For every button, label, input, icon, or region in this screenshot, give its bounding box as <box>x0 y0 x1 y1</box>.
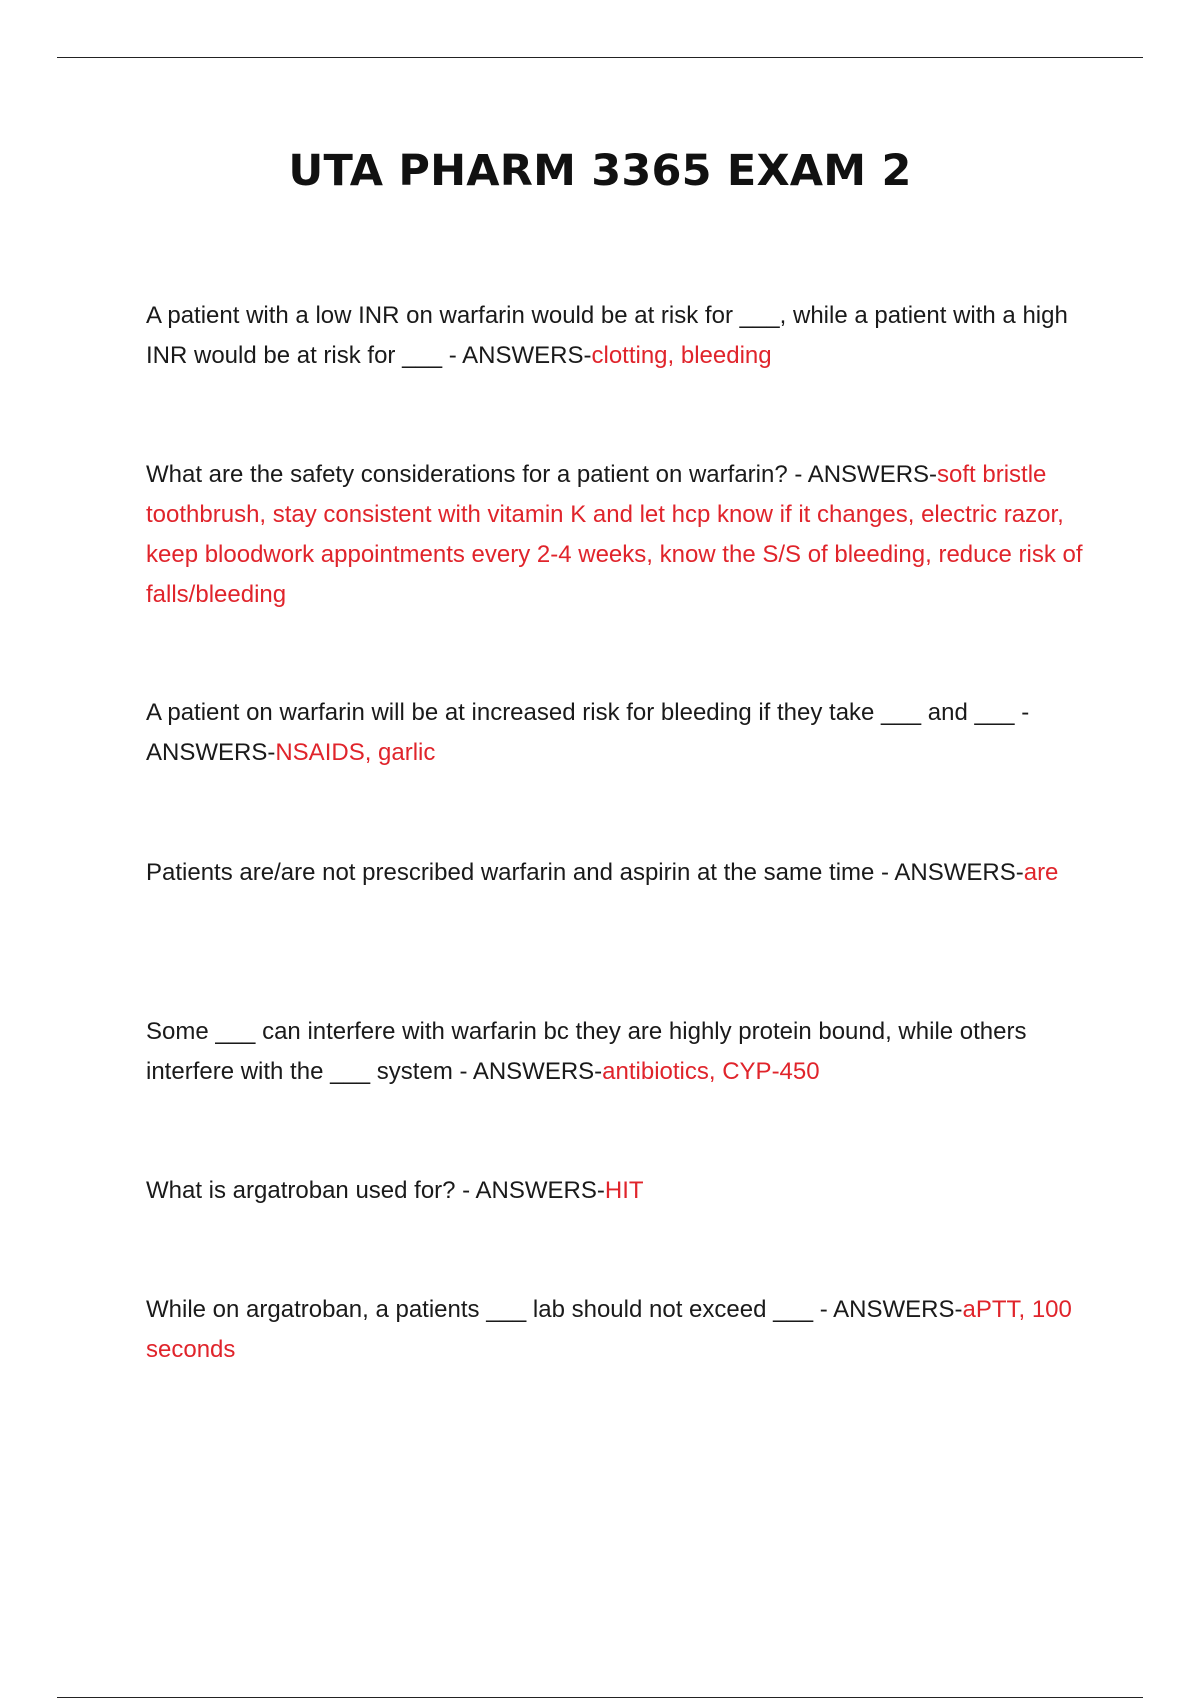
question-text: Some ___ can interfere with warfarin bc they are highly protein bound, while others interfere with the ___ system <box>146 1018 1027 1085</box>
answer-text: NSAIDS, garlic <box>275 739 436 766</box>
answer-text: antibiotics, CYP-450 <box>602 1058 820 1085</box>
answer-separator: - ANSWERS- <box>787 461 938 488</box>
answer-text: soft bristle toothbrush, stay consistent with vitamin K and let hcp know if it changes, electric razor, keep bloodwork appointments every 2-4 weeks, know the S/S of bleeding, reduce risk of falls/bleeding <box>146 461 1083 608</box>
question-text: What is argatroban used for? <box>146 1177 456 1204</box>
question-text: What are the safety considerations for a patient on warfarin? <box>146 461 788 488</box>
answer-text: HIT <box>604 1177 644 1204</box>
qa-item-5 <box>146 1012 1096 1092</box>
answer-text: are <box>1023 859 1059 886</box>
question-text: While on argatroban, a patients ___ lab should not exceed ___ <box>146 1296 814 1323</box>
page-title: UTA PHARM 3365 EXAM 2 <box>288 146 912 196</box>
question-text: A patient with a low INR on warfarin would be at risk for ___, while a patient with a high INR would be at risk for ___ <box>146 302 1068 369</box>
qa-item-3 <box>146 693 1096 773</box>
question-text: Patients are/are not prescribed warfarin and aspirin at the same time <box>146 859 875 886</box>
answer-separator: - ANSWERS- <box>874 859 1024 886</box>
top-rule <box>57 57 1143 58</box>
qa-item-2 <box>146 455 1096 615</box>
answer-separator: - ANSWERS- <box>813 1296 963 1323</box>
qa-item-1 <box>146 296 1096 376</box>
answer-text: aPTT, 100 seconds <box>146 1296 1072 1363</box>
qa-item-6 <box>146 1171 1096 1211</box>
qa-item-7 <box>146 1290 1096 1370</box>
answer-separator: - ANSWERS- <box>146 699 1030 766</box>
answer-text: clotting, bleeding <box>591 342 772 369</box>
answer-separator: - ANSWERS- <box>442 342 592 369</box>
answer-separator: - ANSWERS- <box>455 1177 605 1204</box>
question-text: A patient on warfarin will be at increased risk for bleeding if they take ___ and ___ <box>146 699 1015 726</box>
bottom-rule <box>57 1697 1143 1698</box>
qa-item-4 <box>146 853 1096 893</box>
answer-separator: - ANSWERS- <box>452 1058 603 1085</box>
